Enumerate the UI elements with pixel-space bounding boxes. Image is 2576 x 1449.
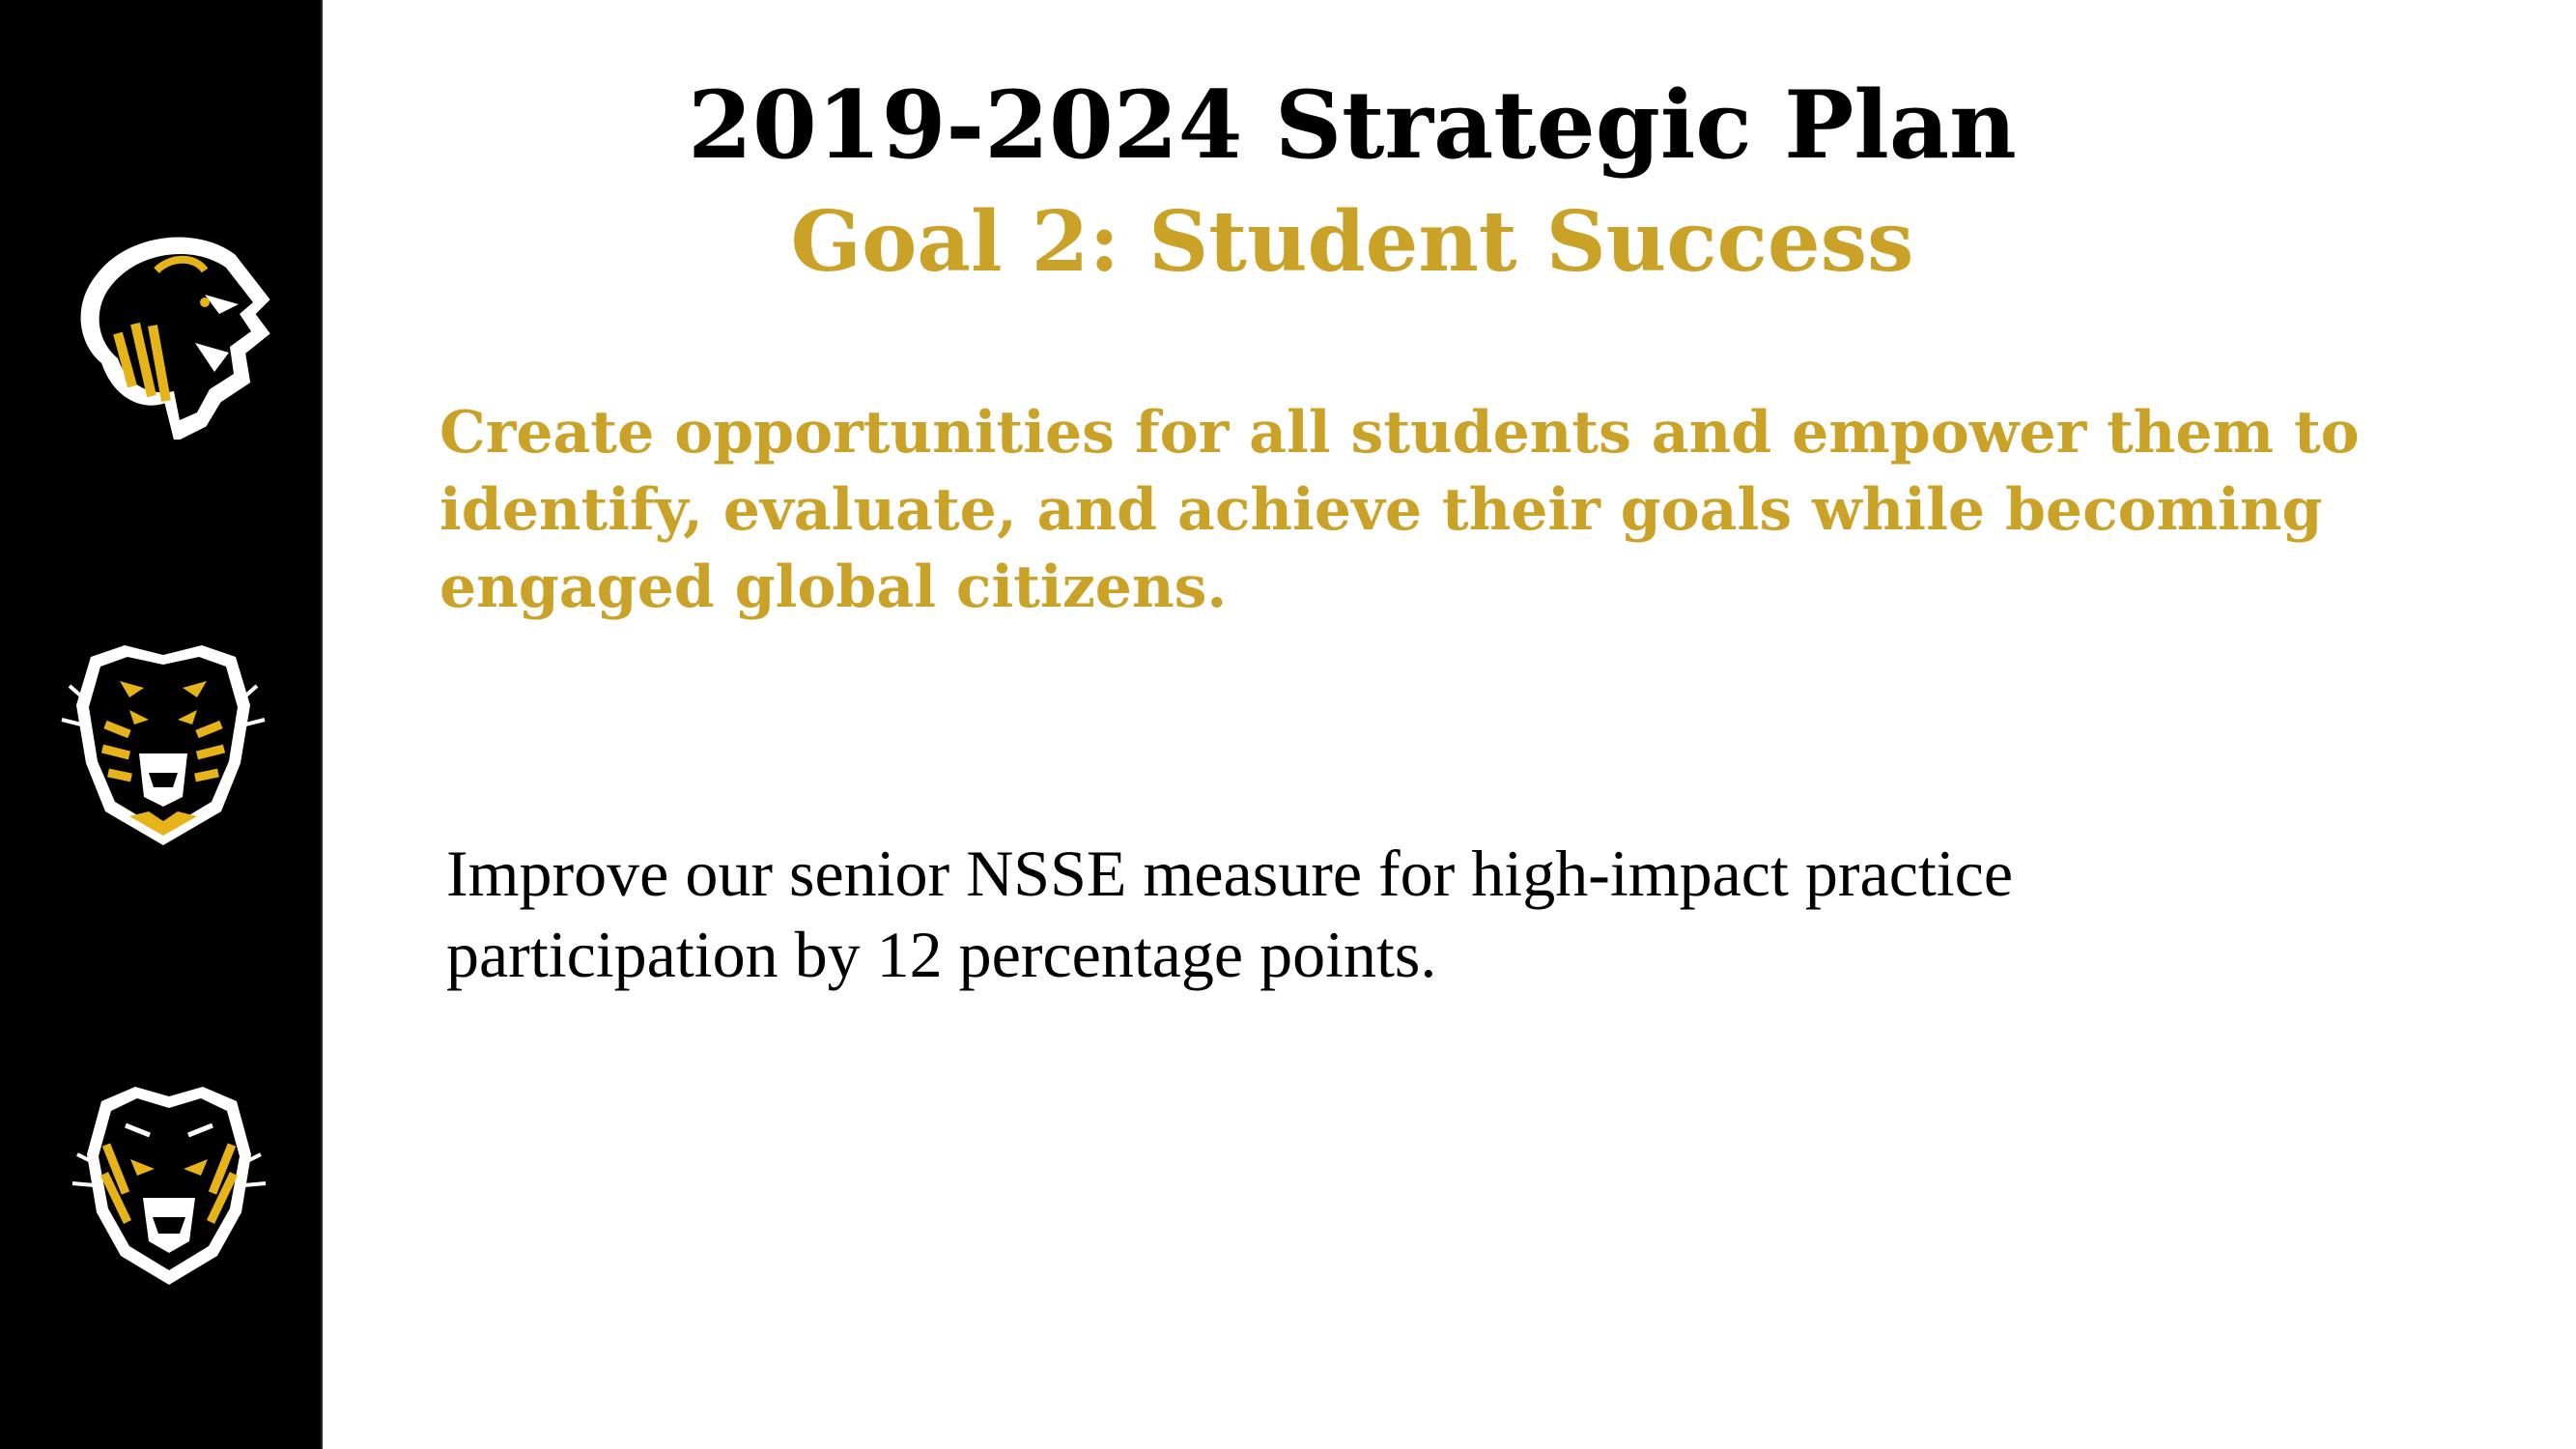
slide-title: 2019-2024 Strategic Plan xyxy=(688,71,2017,180)
goal-subtitle: Goal 2: Student Success xyxy=(790,193,1914,291)
goal-statement: Create opportunities for all students and empower them to identify, evaluate, and achieve their goals while becoming engaged global citizens. xyxy=(439,399,2360,621)
sidebar xyxy=(0,0,323,1449)
measure-text: Improve our senior NSSE measure for high-impact practice participation by 12 percentage points. xyxy=(446,837,2014,991)
tiger-profile-icon xyxy=(60,217,282,440)
tiger-face-icon xyxy=(52,628,274,850)
tiger-head-icon xyxy=(58,1067,280,1290)
